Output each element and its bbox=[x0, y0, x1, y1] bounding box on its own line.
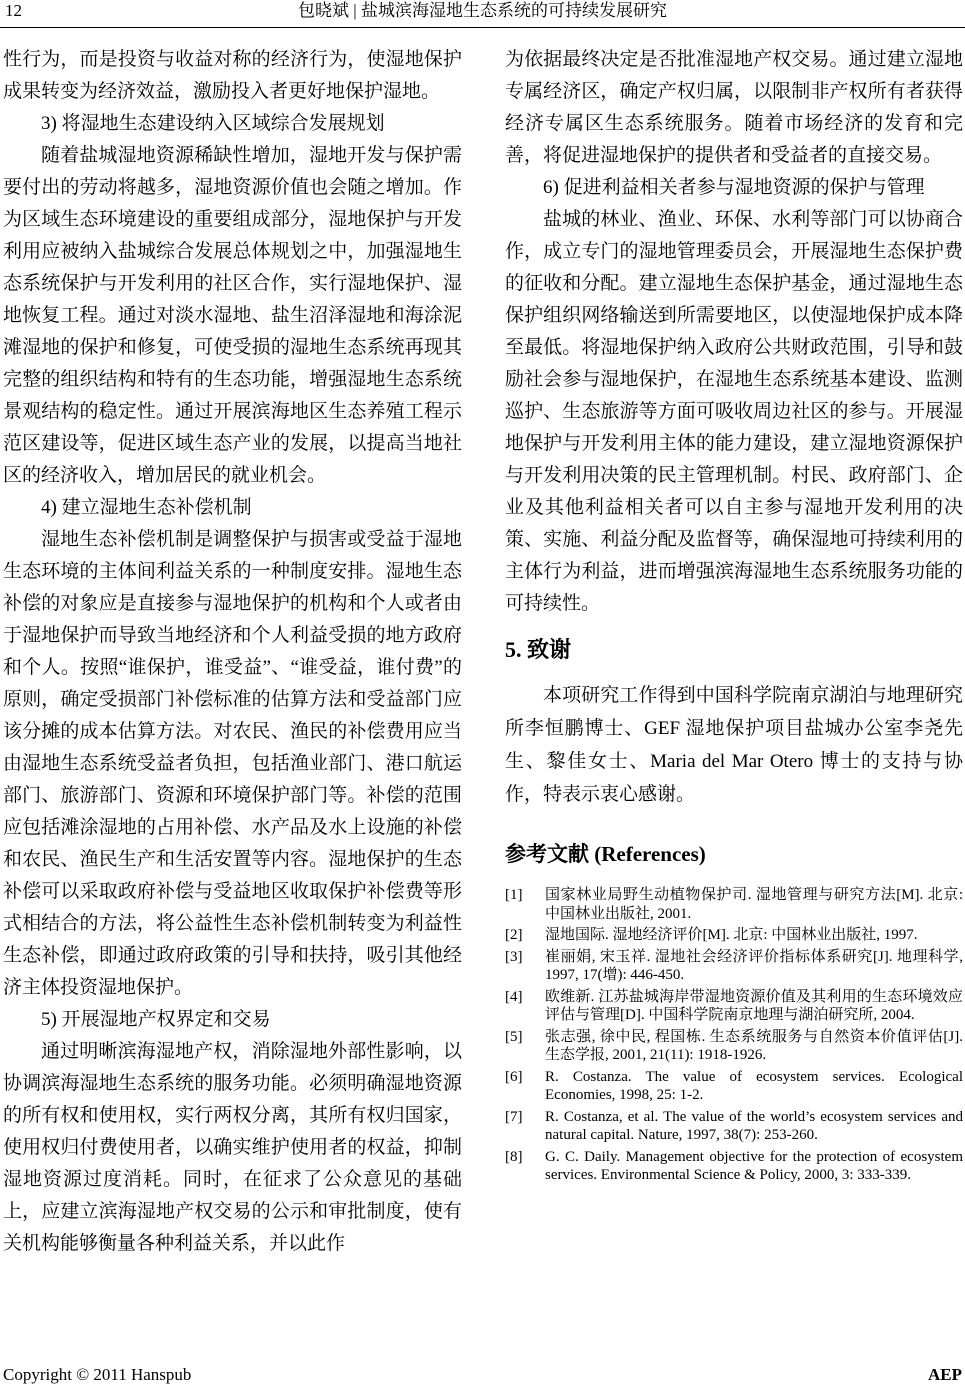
reference-text: 国家林业局野生动植物保护司. 湿地管理与研究方法[M]. 北京: 中国林业出版社, 2001. bbox=[545, 887, 963, 922]
reference-label: [7] bbox=[505, 1108, 523, 1125]
reference-text: 湿地国际. 湿地经济评价[M]. 北京: 中国林业出版社, 1997. bbox=[545, 927, 918, 943]
subsection-heading-6: 6) 促进利益相关者参与湿地资源的保护与管理 bbox=[543, 177, 925, 198]
reference-text: G. C. Daily. Management objective for the protection of ecosystem services. Environmental Science & Policy, 2000, 3: 333-339. bbox=[545, 1148, 963, 1183]
reference-label: [6] bbox=[505, 1068, 523, 1085]
reference-text: R. Costanza. The value of ecosystem services. Ecological Economies, 1998, 25: 1-2. bbox=[545, 1068, 963, 1103]
reference-label: [5] bbox=[505, 1028, 523, 1045]
reference-label: [3] bbox=[505, 948, 523, 965]
page-number: 12 bbox=[5, 1, 22, 20]
references-heading: 参考文献 (References) bbox=[505, 842, 706, 866]
copyright-notice: Copyright © 2011 Hanspub bbox=[3, 1365, 192, 1384]
subsection-heading-3: 3) 将湿地生态建设纳入区域综合发展规划 bbox=[41, 113, 385, 134]
reference-item bbox=[505, 926, 963, 945]
reference-item bbox=[505, 948, 963, 985]
right-column bbox=[505, 44, 963, 1188]
subsection-heading-4: 4) 建立湿地生态补偿机制 bbox=[41, 497, 252, 518]
reference-label: [8] bbox=[505, 1148, 523, 1165]
body-paragraph-6: 盐城的林业、渔业、环保、水利等部门可以协商合作，成立专门的湿地管理委员会，开展湿地生态保护费的征收和分配。建立湿地生态保护基金，通过湿地生态保护组织网络输送到所需要地区，以使湿地保护成本降至最低。将湿地保护纳入政府公共财政范围，引导和鼓励社会参与湿地保护，在湿地生态系统基本建设、监测巡护、生态旅游等方面可吸收周边社区的参与。开展湿地保护与开发利用主体的能力建设，建立湿地资源保护与开发利用决策的民主管理机制。村民、政府部门、企业及其他利益相关者可以自主参与湿地开发利用的决策、实施、利益分配及监督等，确保湿地可持续利用的主体行为利益，进而增强滨海湿地生态系统服务功能的可持续性。 bbox=[505, 209, 963, 614]
reference-item bbox=[505, 988, 963, 1025]
journal-abbreviation: AEP bbox=[928, 1365, 962, 1384]
reference-list bbox=[505, 886, 963, 1185]
acknowledgment-heading: 5. 致谢 bbox=[505, 637, 572, 662]
reference-item bbox=[505, 1068, 963, 1105]
continued-paragraph: 性行为，而是投资与收益对称的经济行为，使湿地保护成果转变为经济效益，激励投入者更好地保护湿地。 bbox=[3, 49, 462, 102]
reference-item bbox=[505, 886, 963, 923]
reference-label: [4] bbox=[505, 988, 523, 1005]
reference-text: 崔丽娟, 宋玉祥. 湿地社会经济评价指标体系研究[J]. 地理科学, 1997, 17(增): 446-450. bbox=[545, 948, 963, 983]
subsection-heading-5: 5) 开展湿地产权界定和交易 bbox=[41, 1009, 271, 1030]
reference-item bbox=[505, 1148, 963, 1185]
reference-text: 张志强, 徐中民, 程国栋. 生态系统服务与自然资本价值评估[J]. 生态学报, 2001, 21(11): 1918-1926. bbox=[545, 1028, 963, 1063]
reference-text: 欧维新. 江苏盐城海岸带湿地资源价值及其利用的生态环境效应评估与管理[D]. 中国科学院南京地理与湖泊研究所, 2004. bbox=[545, 988, 963, 1023]
reference-item bbox=[505, 1028, 963, 1065]
running-title: 包晓斌 | 盐城滨海湿地生态系统的可持续发展研究 bbox=[298, 1, 667, 20]
header-rule bbox=[0, 27, 965, 28]
page-header bbox=[0, 0, 965, 24]
acknowledgment-paragraph: 本项研究工作得到中国科学院南京湖泊与地理研究所李恒鹏博士、GEF 湿地保护项目盐城办公室李尧先生、黎佳女士、Maria del Mar Otero 博士的支持与协作，特表示衷心感谢。 bbox=[505, 685, 963, 805]
reference-item bbox=[505, 1108, 963, 1145]
body-paragraph-4: 湿地生态补偿机制是调整保护与损害或受益于湿地生态环境的主体间利益关系的一种制度安排。湿地生态补偿的对象应是直接参与湿地保护的机构和个人或者由于湿地保护而导致当地经济和个人利益受损的地方政府和个人。按照“谁保护，谁受益”、“谁受益，谁付费”的原则，确定受损部门补偿标准的估算方法和受益部门应该分摊的成本估算方法。对农民、渔民的补偿费用应当由湿地生态系统受益者负担，包括渔业部门、港口航运部门、旅游部门、资源和环境保护部门等。补偿的范围应包括滩涂湿地的占用补偿、水产品及水上设施的补偿和农民、渔民生产和生活安置等内容。湿地保护的生态补偿可以采取政府补偿与受益地区收取保护补偿费等形式相结合的方法，将公益性生态补偿机制转变为利益性生态补偿，即通过政府政策的引导和扶持，吸引其他经济主体投资湿地保护。 bbox=[3, 529, 462, 998]
reference-label: [1] bbox=[505, 887, 523, 903]
left-column bbox=[3, 44, 462, 1260]
body-paragraph-5: 通过明晰滨海湿地产权，消除湿地外部性影响，以协调滨海湿地生态系统的服务功能。必须明确湿地资源的所有权和使用权，实行两权分离，其所有权归国家，使用权归付费使用者，以确实维护使用者的权益，抑制湿地资源过度消耗。同时，在征求了公众意见的基础上，应建立滨海湿地产权交易的公示和审批制度，使有关机构能够衡量各种利益关系，并以此作 bbox=[3, 1041, 462, 1254]
reference-text: R. Costanza, et al. The value of the world’s ecosystem services and natural capital. Nature, 1997, 38(7): 253-260. bbox=[545, 1108, 963, 1143]
page-footer bbox=[0, 1365, 965, 1385]
continued-paragraph: 为依据最终决定是否批准湿地产权交易。通过建立湿地专属经济区，确定产权归属，以限制非产权所有者获得经济专属区生态系统服务。随着市场经济的发育和完善，将促进湿地保护的提供者和受益者的直接交易。 bbox=[505, 49, 963, 166]
reference-label: [2] bbox=[505, 927, 523, 943]
body-paragraph-3: 随着盐城湿地资源稀缺性增加，湿地开发与保护需要付出的劳动将越多，湿地资源价值也会随之增加。作为区域生态环境建设的重要组成部分，湿地保护与开发利用应被纳入盐城综合发展总体规划之中，加强湿地生态系统保护与开发利用的社区合作，实行湿地保护、湿地恢复工程。通过对淡水湿地、盐生沼泽湿地和海涂泥滩湿地的保护和修复，可使受损的湿地生态系统再现其完整的组织结构和特有的生态功能，增强湿地生态系统景观结构的稳定性。通过开展滨海地区生态养殖工程示范区建设等，促进区域生态产业的发展，以提高当地社区的经济收入，增加居民的就业机会。 bbox=[3, 145, 462, 486]
